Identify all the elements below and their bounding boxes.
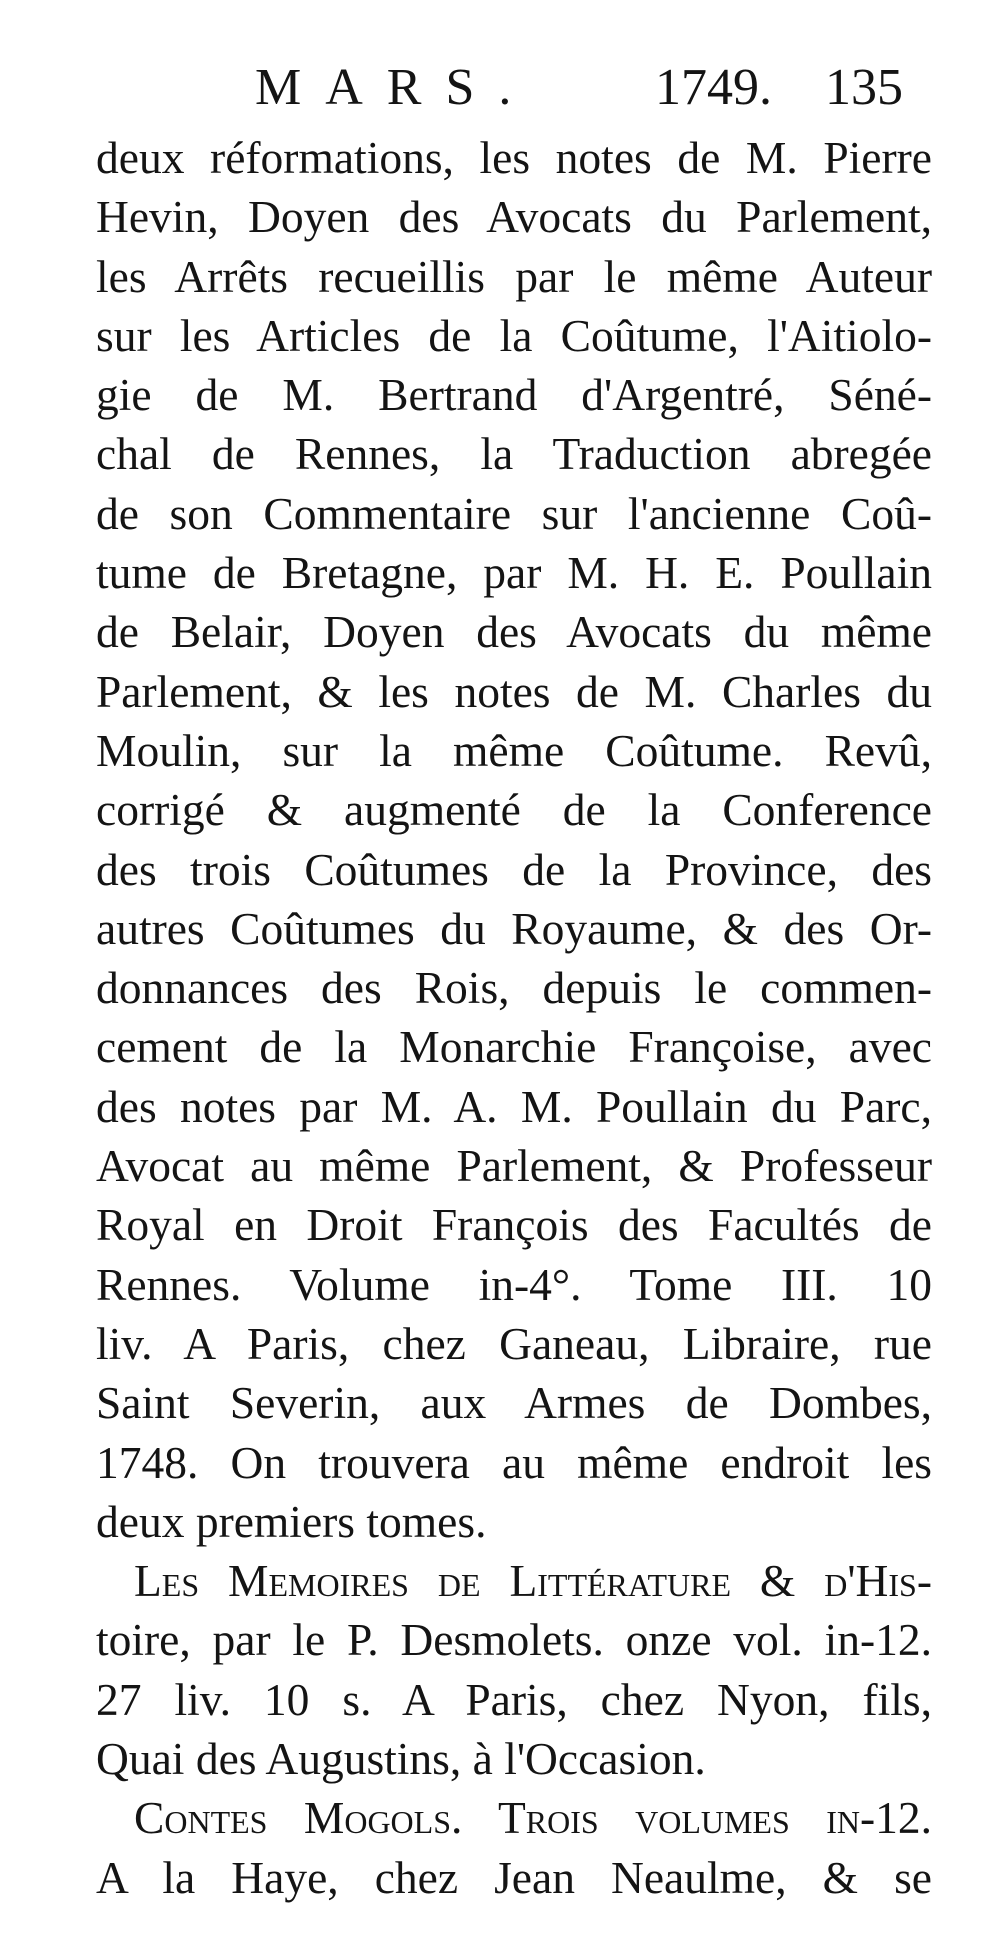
- running-header: [0, 58, 1000, 138]
- text-line: Royal en Droit François des Facultés de: [96, 1199, 932, 1251]
- text-line: cement de la Monarchie Françoise, avec: [96, 1021, 932, 1073]
- text-line: gie de M. Bertrand d'Argentré, Séné-: [96, 369, 932, 421]
- entry-heading-line: Les Memoires de Littérature & d'His-: [134, 1555, 932, 1607]
- text-line: Saint Severin, aux Armes de Dombes,: [96, 1377, 932, 1429]
- text-line: autres Coûtumes du Royaume, & des Or-: [96, 902, 932, 954]
- text-line: Moulin, sur la même Coûtume. Revû,: [96, 724, 932, 776]
- text-line: deux premiers tomes.: [96, 1495, 487, 1547]
- text-line: de Belair, Doyen des Avocats du même: [96, 606, 932, 658]
- text-line: les Arrêts recueillis par le même Auteur: [96, 250, 932, 302]
- text-line: tume de Bretagne, par M. H. E. Poullain: [96, 547, 932, 599]
- text-line: Avocat au même Parlement, & Professeur: [96, 1140, 932, 1192]
- text-line: 1748. On trouvera au même endroit les: [96, 1436, 932, 1488]
- text-line: Rennes. Volume in-4°. Tome III. 10: [96, 1258, 932, 1310]
- header-month: MARS.: [255, 59, 536, 116]
- text-line: de son Commentaire sur l'ancienne Coû-: [96, 487, 932, 539]
- header-year: 1749.: [655, 59, 772, 116]
- text-line: donnances des Rois, depuis le commen-: [96, 962, 932, 1014]
- text-line: liv. A Paris, chez Ganeau, Libraire, rue: [96, 1317, 932, 1369]
- text-line: chal de Rennes, la Traduction abregée: [96, 428, 932, 480]
- entry-heading-line: Contes Mogols. Trois volumes in-12.: [134, 1792, 932, 1844]
- page-body-text: [96, 128, 932, 1907]
- text-line: toire, par le P. Desmolets. onze vol. in-12.: [96, 1614, 932, 1666]
- text-line: Quai des Augustins, à l'Occasion.: [96, 1733, 706, 1785]
- text-line: sur les Articles de la Coûtume, l'Aitiolo-: [96, 309, 932, 361]
- text-line: 27 liv. 10 s. A Paris, chez Nyon, fils,: [96, 1673, 932, 1725]
- text-line: corrigé & augmenté de la Conference: [96, 784, 932, 836]
- text-line: deux réformations, les notes de M. Pierre: [96, 132, 932, 183]
- text-line: des notes par M. A. M. Poullain du Parc,: [96, 1080, 932, 1132]
- text-line: des trois Coûtumes de la Province, des: [96, 843, 932, 895]
- text-line: Hevin, Doyen des Avocats du Parlement,: [96, 191, 932, 243]
- text-line: A la Haye, chez Jean Neaulme, & se: [96, 1851, 932, 1903]
- text-line: Parlement, & les notes de M. Charles du: [96, 665, 932, 717]
- page-number: 135: [825, 59, 903, 116]
